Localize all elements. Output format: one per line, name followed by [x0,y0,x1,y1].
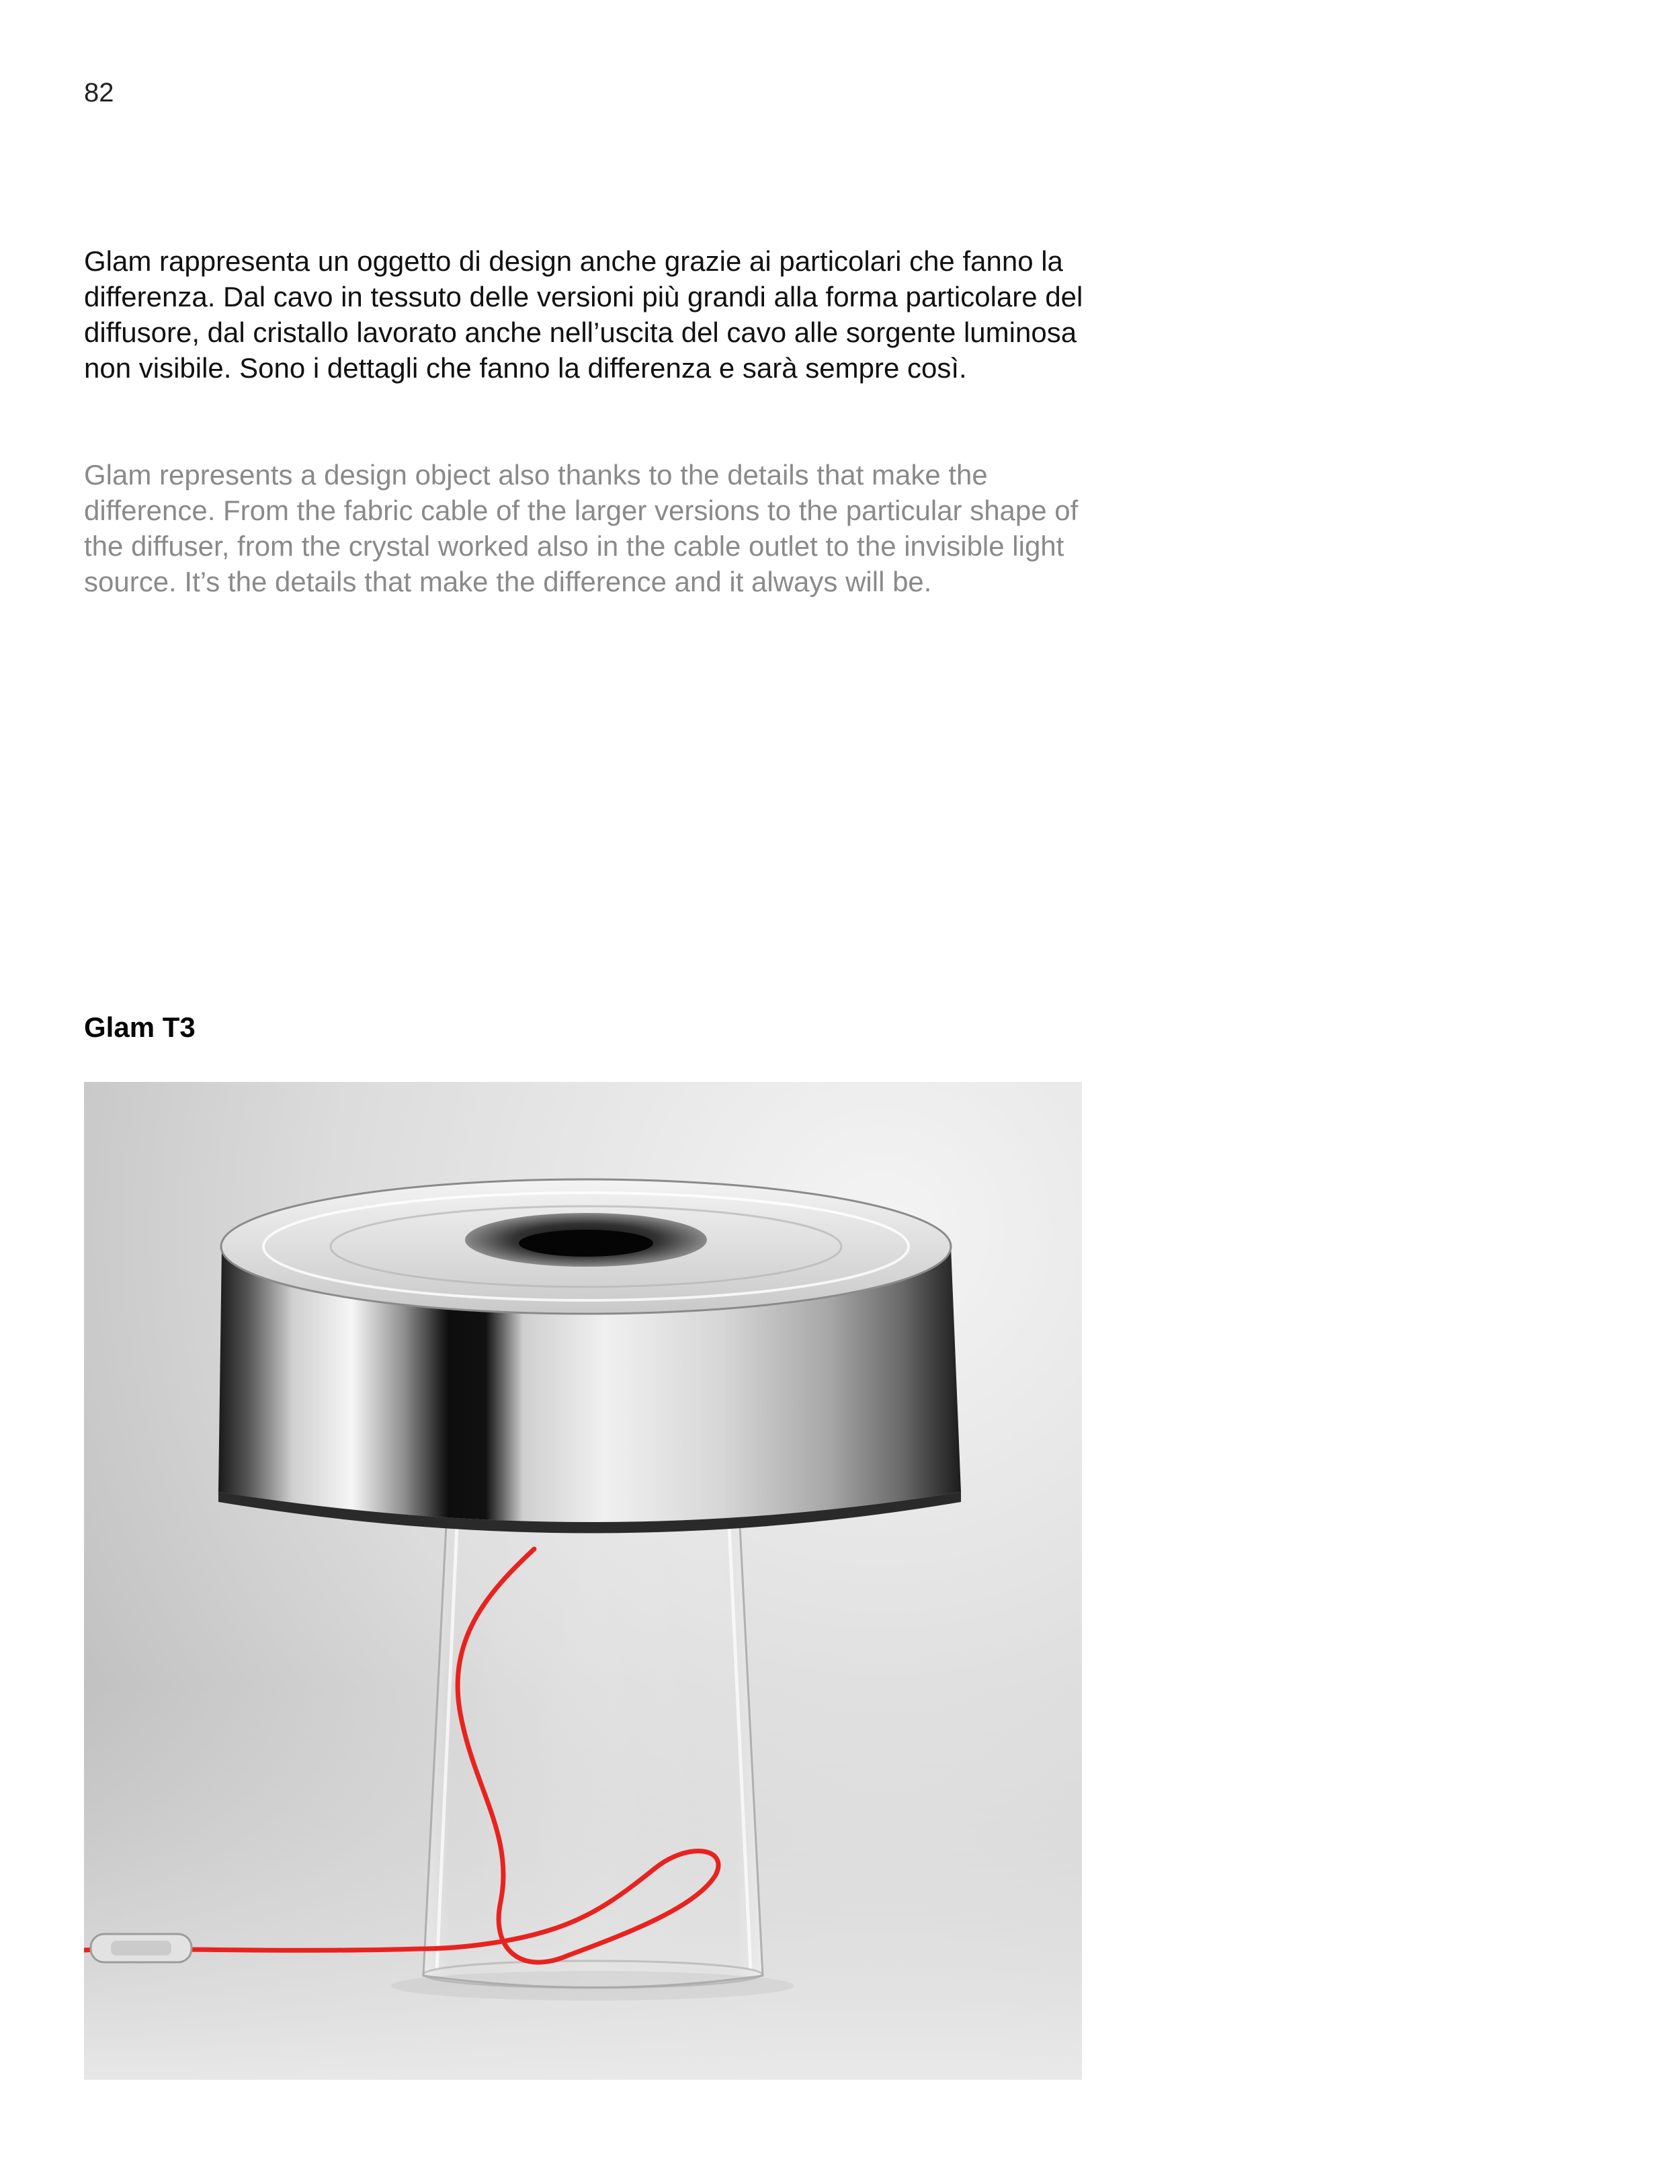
description-english: Glam represents a design object also thanks to the details that make the difference. From the fabric cable of the larger versions to the particular shape of the diffuser, from the crystal worked also in the cable outlet to the invisible light source. It’s the details that make the difference and it always will be. [84,459,1079,597]
description-italian: Glam rappresenta un oggetto di design anche grazie ai particolari che fanno la differenza. Dal cavo in tessuto delle versioni più grandi alla forma particolare del diffusore, dal cristallo lavorato anche nell’uscita del cavo alle sorgente luminosa non visibile. Sono i dettagli che fanno la differenza e sarà sempre così. [84,245,1083,384]
page-number: 82 [84,78,114,108]
glam-t3-lamp-image [84,1082,1082,2080]
product-title: Glam T3 [84,1011,196,1043]
product-photo [84,1082,1082,2080]
